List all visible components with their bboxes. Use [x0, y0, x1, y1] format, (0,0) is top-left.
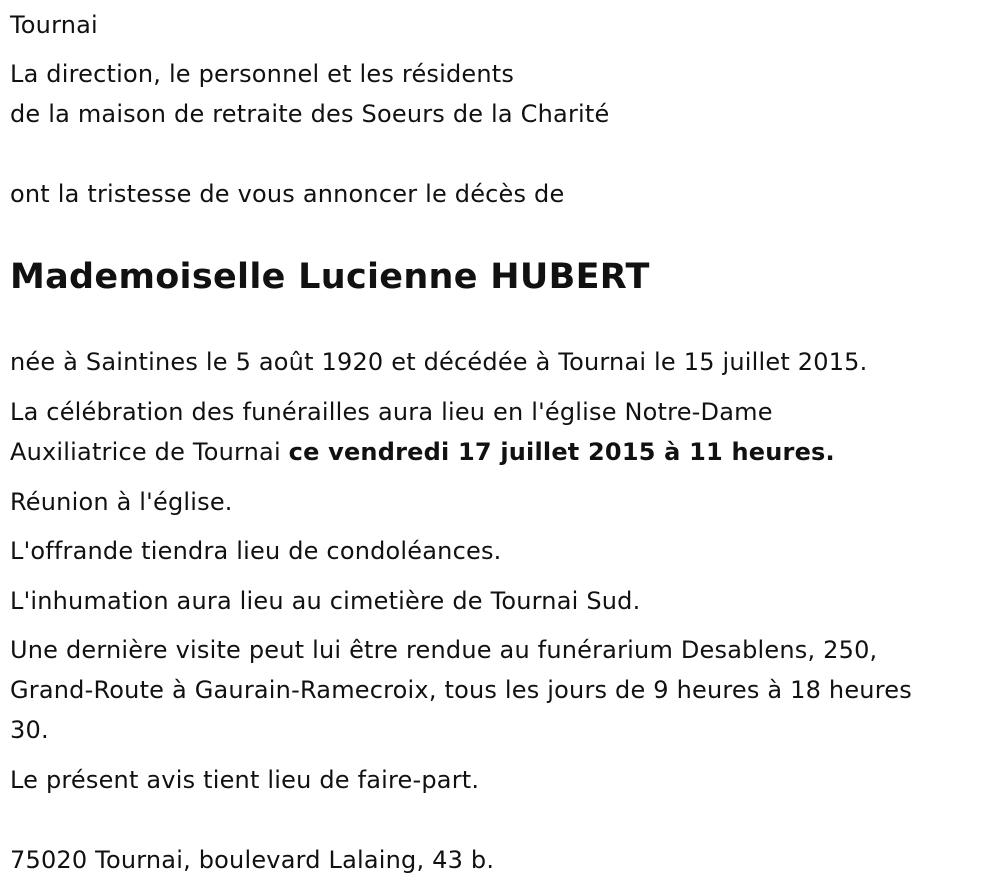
funeral-location-text: Auxiliatrice de Tournai — [10, 438, 289, 466]
burial-text: L'inhumation aura lieu au cimetière de Tournai Sud. — [10, 587, 641, 615]
funeral-line-1: La célébration des funérailles aura lieu en l'église Notre-Dame — [10, 398, 773, 426]
offering-text: L'offrande tiendra lieu de condoléances. — [10, 537, 502, 565]
deceased-name: Mademoiselle Lucienne HUBERT — [10, 257, 650, 297]
meeting-text: Réunion à l'église. — [10, 488, 233, 516]
visit-line-2: Grand-Route à Gaurain-Ramecroix, tous les jours de 9 heures à 18 heures — [10, 676, 912, 704]
visit-line-1: Une dernière visite peut lui être rendue au funérarium Desablens, 250, — [10, 636, 878, 664]
visit-line-3: 30. — [10, 716, 49, 744]
city-header: Tournai — [10, 11, 98, 39]
address-text: 75020 Tournai, boulevard Lalaing, 43 b. — [10, 846, 495, 874]
funeral-date-time: ce vendredi 17 juillet 2015 à 11 heures. — [288, 438, 835, 466]
senders-line-1: La direction, le personnel et les résidents — [10, 60, 515, 88]
funeral-line-2 — [10, 437, 835, 467]
notice-text: Le présent avis tient lieu de faire-part. — [10, 766, 480, 794]
senders-line-2: de la maison de retraite des Soeurs de la Charité — [10, 100, 610, 128]
announcement-text: ont la tristesse de vous annoncer le décès de — [10, 180, 565, 208]
birth-death-text: née à Saintines le 5 août 1920 et décédée à Tournai le 15 juillet 2015. — [10, 348, 868, 376]
